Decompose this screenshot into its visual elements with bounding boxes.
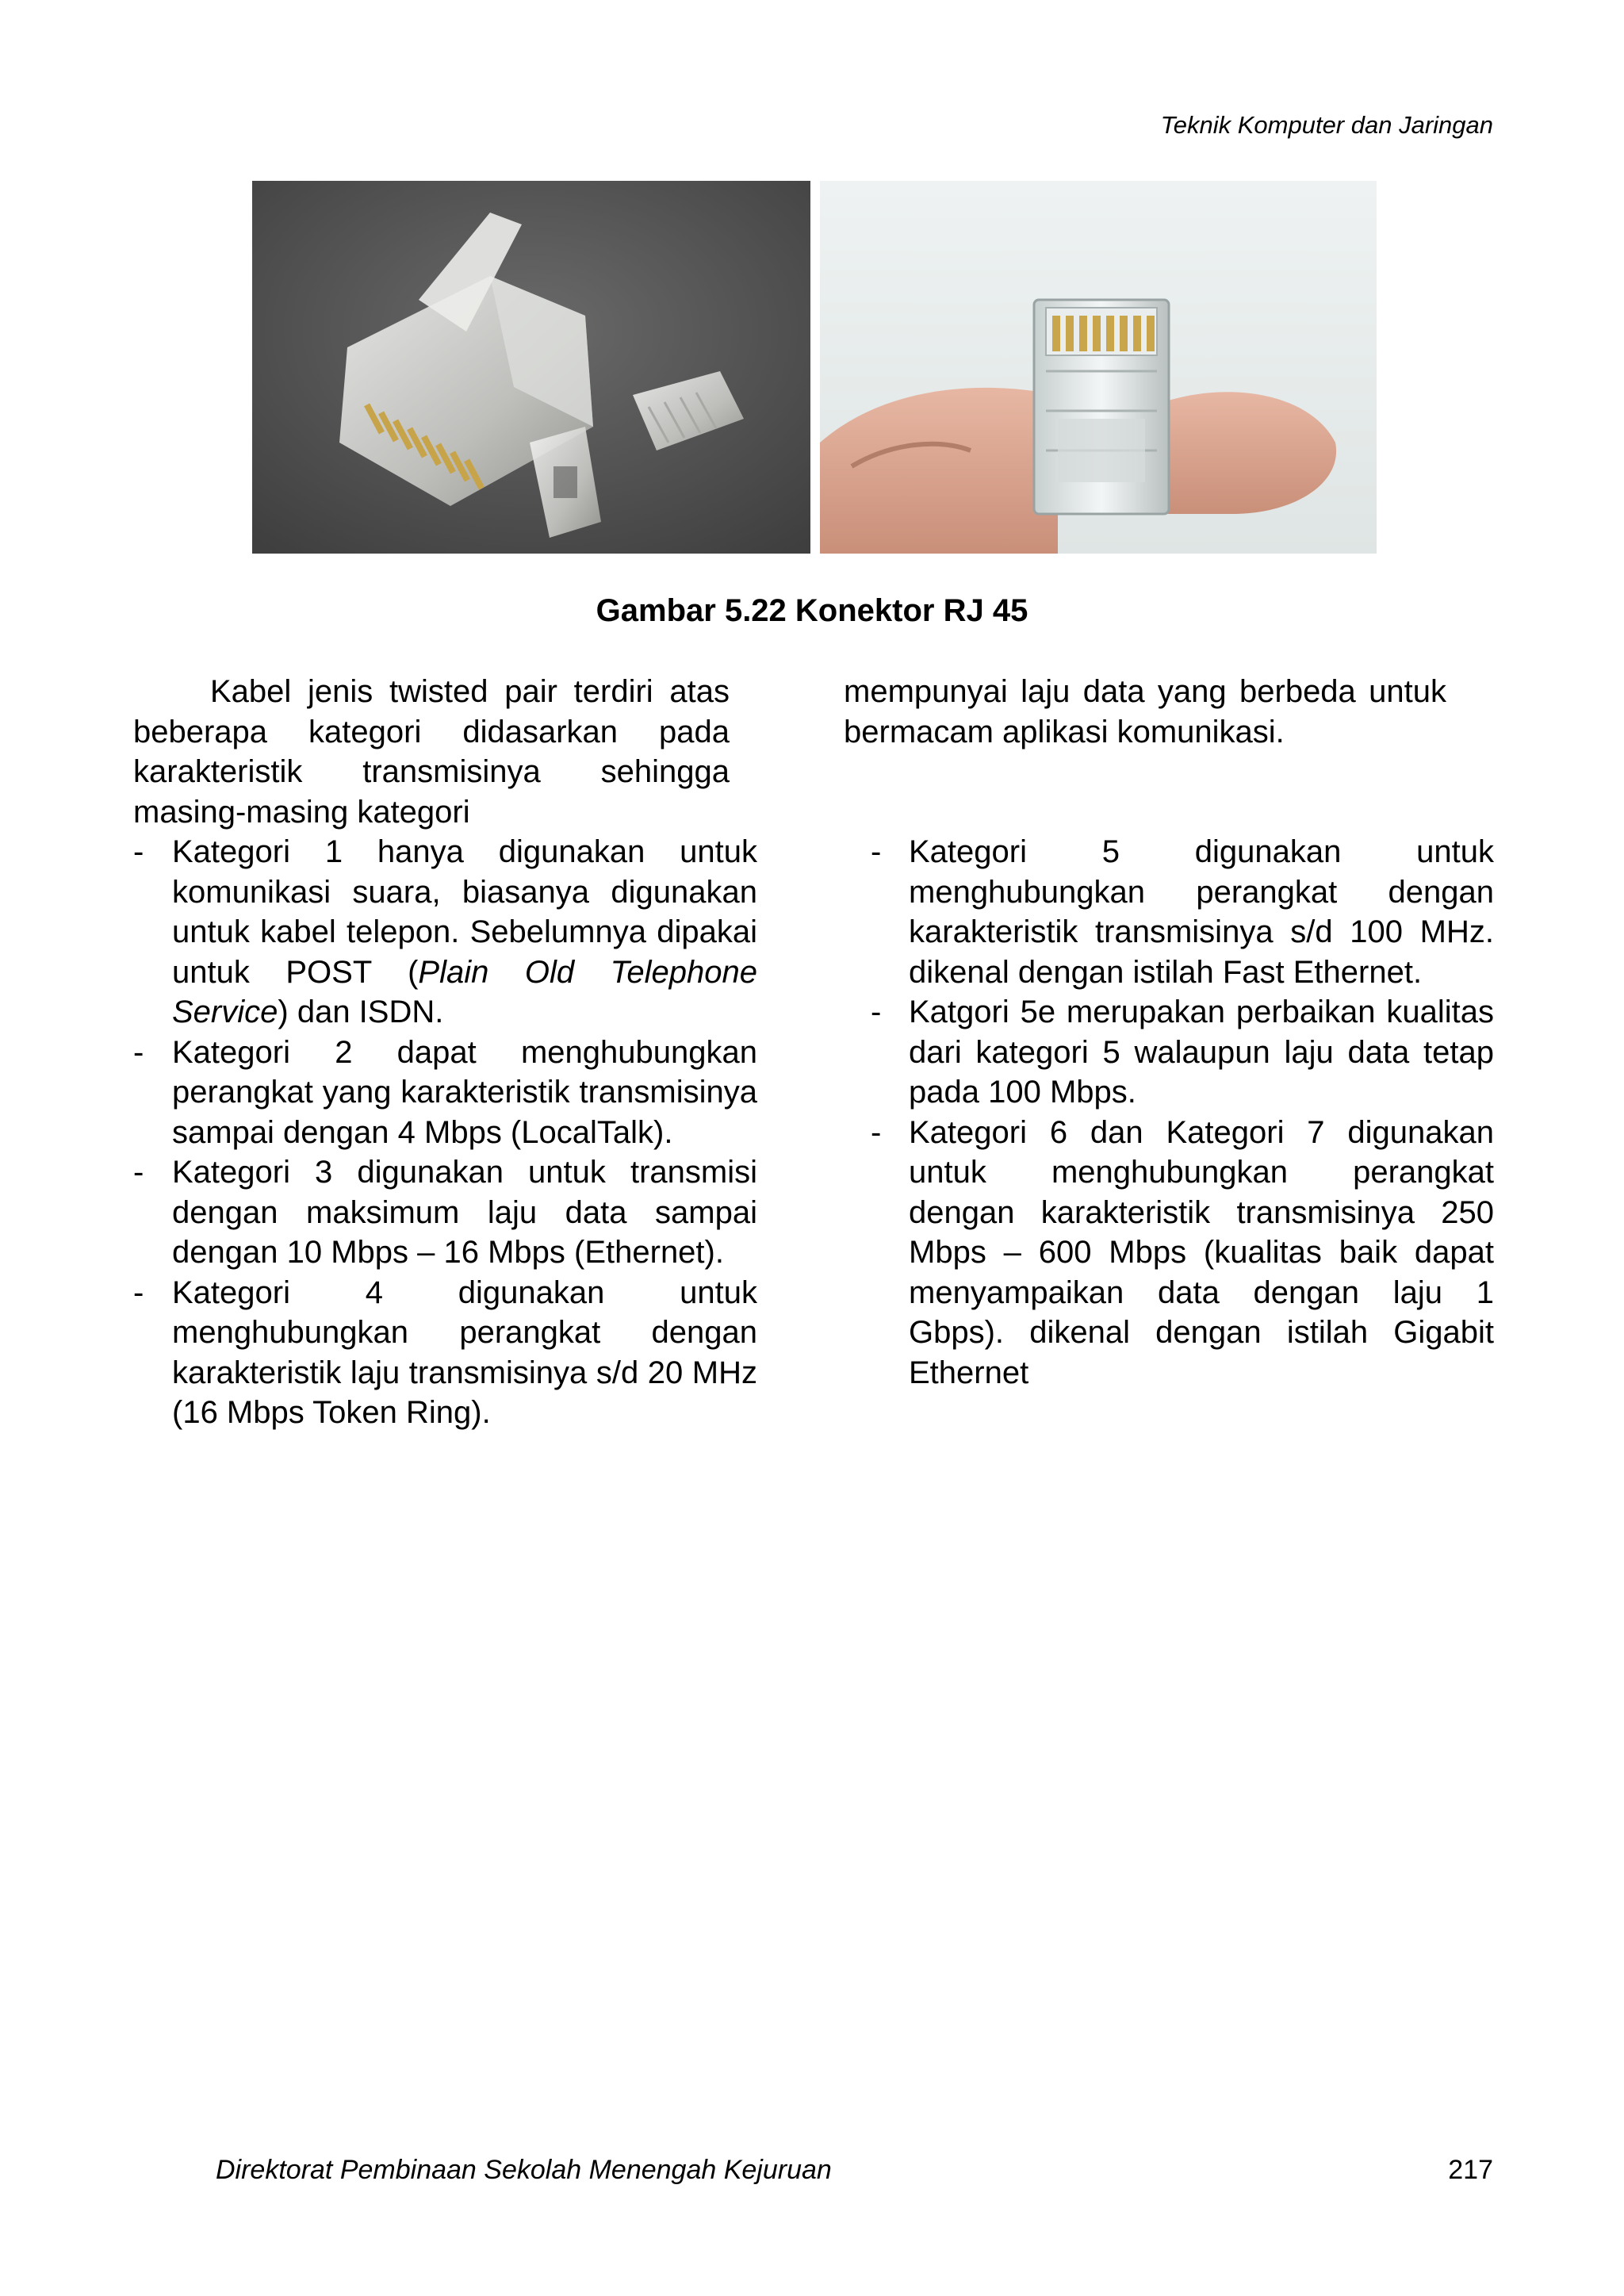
item-text-tail: ) dan ISDN. xyxy=(278,995,444,1029)
item-text: Katgori 5e merupakan perbaikan kualitas dari kategori 5 walaupun laju data tetap pada 100 Mbps. xyxy=(909,995,1494,1110)
intro-continuation: mempunyai laju data yang berbeda untuk bermacam aplikasi komunikasi. xyxy=(844,674,1446,749)
running-header: Teknik Komputer dan Jaringan xyxy=(1160,111,1493,139)
right-column xyxy=(844,672,1494,1393)
rj45-parts-illustration xyxy=(252,181,810,554)
bullet-dash: - xyxy=(871,995,882,1029)
bullet-dash: - xyxy=(133,1034,144,1070)
bullet-dash: - xyxy=(133,834,144,869)
figure-caption: Gambar 5.22 Konektor RJ 45 xyxy=(596,593,1028,628)
list-item xyxy=(133,1033,757,1153)
item-text: Kategori 3 digunakan untuk transmisi dengan maksimum laju data sampai dengan 10 Mbps – 16 Mbps (Ethernet). xyxy=(172,1155,757,1270)
list-item xyxy=(133,832,757,1033)
item-emphasis: Plain Old Telephone Service xyxy=(172,954,757,1029)
rj45-connector-held-photo xyxy=(820,181,1377,554)
item-text: Kategori 2 dapat menghubungkan perangkat yang karakteristik transmisinya sampai dengan 4 Mbps (LocalTalk). xyxy=(172,1034,757,1150)
page-number: 217 xyxy=(1448,2155,1493,2185)
intro-paragraph: Kabel jenis twisted pair terdiri atas beberapa kategori didasarkan pada karakteristik transmisinya sehingga masing-masing kategori xyxy=(133,674,730,830)
list-item xyxy=(844,832,1494,992)
item-text: Kategori 4 digunakan untuk menghubungkan perangkat dengan karakteristik laju transmisinya s/d 20 MHz (16 Mbps Token Ring). xyxy=(172,1274,757,1430)
bullet-dash: - xyxy=(871,834,882,869)
left-column xyxy=(133,672,757,1433)
bullet-dash: - xyxy=(871,1114,882,1150)
category-list-right xyxy=(844,832,1494,1393)
list-item xyxy=(844,992,1494,1113)
rj45-held-illustration xyxy=(820,181,1377,554)
list-item xyxy=(844,1113,1494,1393)
category-list-left xyxy=(133,832,757,1433)
item-text: Kategori 5 digunakan untuk menghubungkan perangkat dengan karakteristik transmisinya s/d 100 MHz. dikenal dengan istilah Fast Ethernet. xyxy=(909,834,1494,990)
item-text: Kategori 1 hanya digunakan untuk komunikasi suara, biasanya digunakan untuk kabel telepon. Sebelumnya dipakai untuk POST ( xyxy=(172,834,757,990)
footer-publisher: Direktorat Pembinaan Sekolah Menengah Kejuruan xyxy=(216,2155,832,2185)
bullet-dash: - xyxy=(133,1155,144,1190)
list-item xyxy=(133,1152,757,1273)
list-item xyxy=(133,1273,757,1433)
bullet-dash: - xyxy=(133,1274,144,1310)
item-text: Kategori 6 dan Kategori 7 digunakan untuk menghubungkan perangkat dengan karakteristik transmisinya 250 Mbps – 600 Mbps (kualitas baik dapat menyampaikan data dengan laju 1 Gbps). dikenal dengan istilah Gigabit Ethernet xyxy=(909,1114,1494,1390)
rj45-connector-parts-photo xyxy=(252,181,810,554)
